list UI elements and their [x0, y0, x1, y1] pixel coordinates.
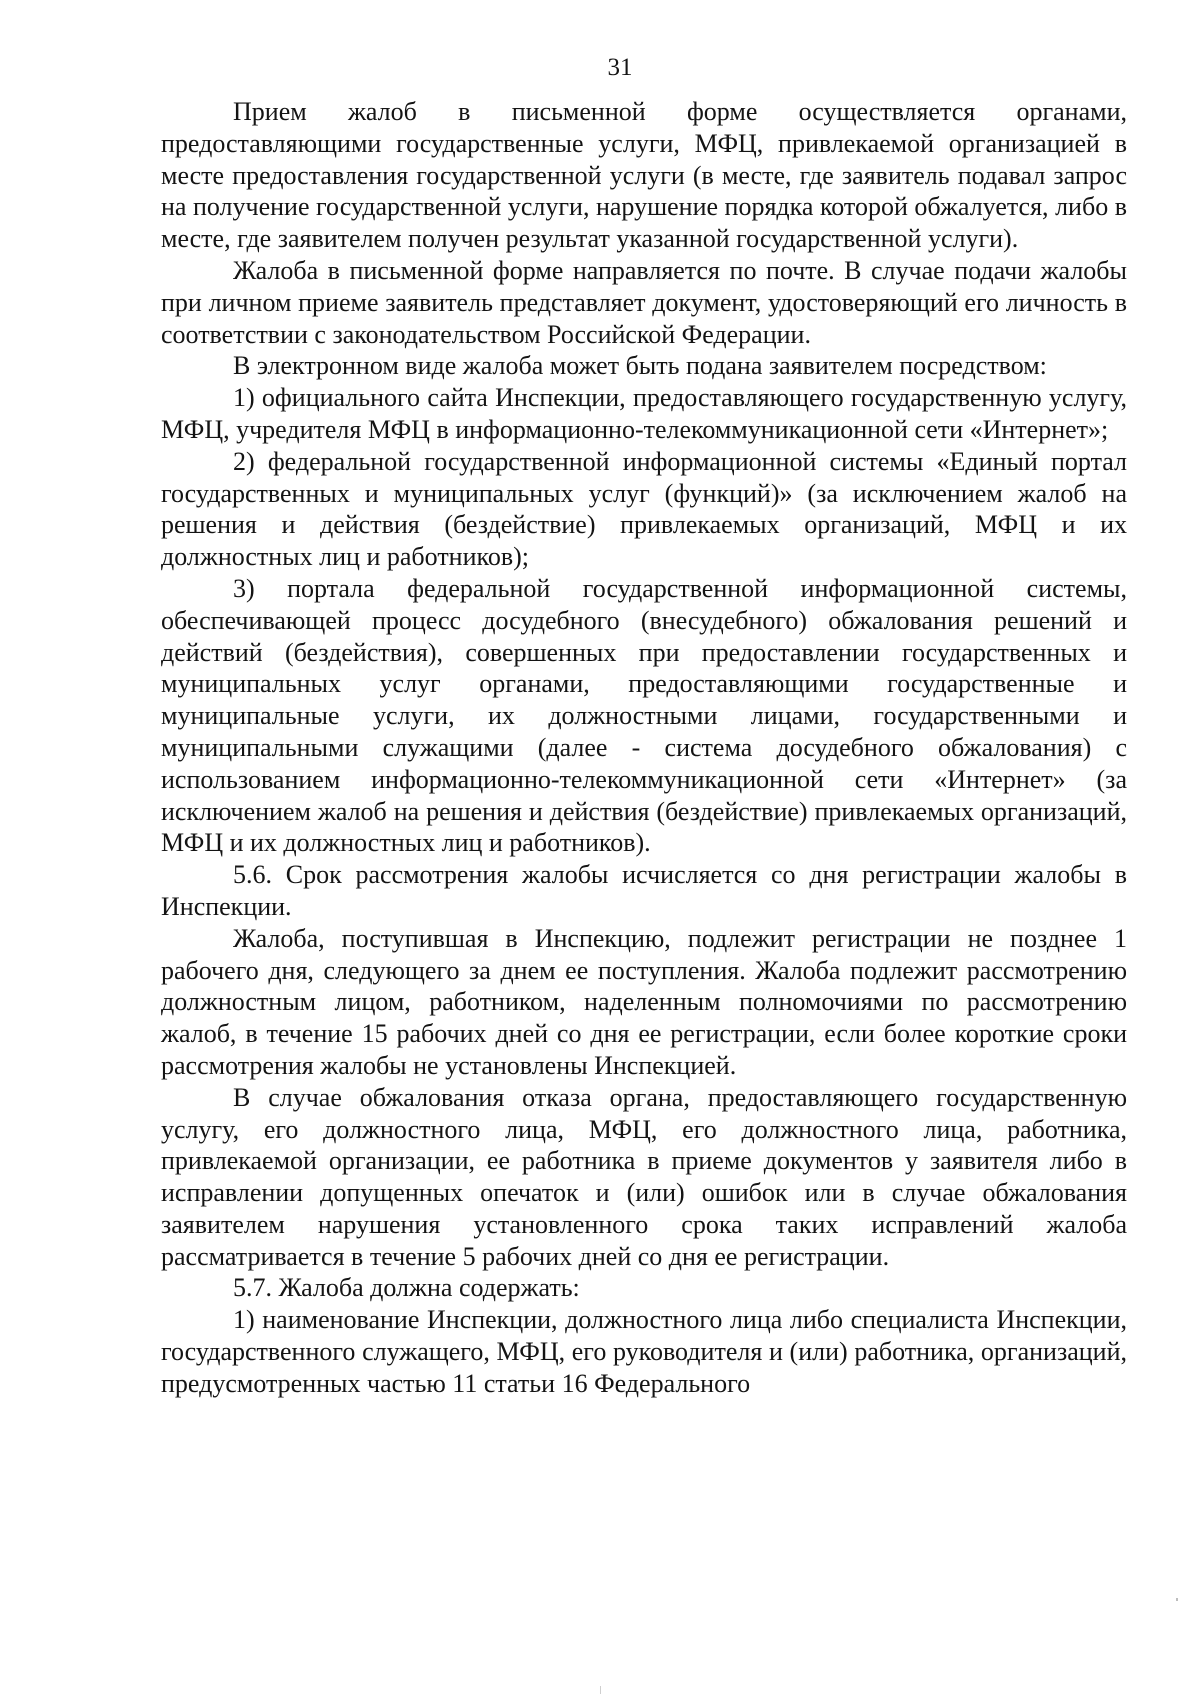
page-number: 31 — [607, 54, 633, 81]
paragraph-complaint-written-reception: Прием жалоб в письменной форме осуществляется органами, предоставляющими государственные услуги, МФЦ, привлекаемой организацией в месте предоставления государственной услуги (в месте, где заявитель подавал запрос на получение государственной услуги, нарушение порядка которой обжалуется, либо в месте, где заявителем получен результат указанной государственной услуги). — [161, 97, 1127, 254]
paragraph-refusal-appeal: В случае обжалования отказа органа, предоставляющего государственную услугу, его должностного лица, МФЦ, его должностного лица, работника, привлекаемой организации, ее работника в приеме документов у заявителя либо в исправлении допущенных опечаток и (или) ошибок или в случае обжалования заявителем нарушения установленного срока таких исправлений жалоба рассматривается в течение 5 рабочих дней со дня ее регистрации. — [161, 1082, 1127, 1271]
list-item-pretrial-appeal-system: 3) портала федеральной государственной информационной системы, обеспечивающей процесс досудебного (внесудебного) обжалования решений и действий (бездействия), совершенных при предоставлении государственных и муниципальных услуг органами, предоставляющими государственные и муниципальные услуги, их должностными лицами, государственными и муниципальными служащими (далее - система досудебного обжалования) с использованием информационно-телекоммуникационной сети «Интернет» (за исключением жалоб на решения и действия (бездействие) привлекаемых организаций, МФЦ и их должностных лиц и работников). — [161, 573, 1127, 858]
paragraph-complaint-by-mail: Жалоба в письменной форме направляется по почте. В случае подачи жалобы при личном приеме заявитель представляет документ, удостоверяющий его личность в соответствии с законодательством Российской Федерации. — [161, 255, 1127, 349]
document-body — [161, 96, 1127, 1400]
paragraph-registration-deadline: Жалоба, поступившая в Инспекцию, подлежит регистрации не позднее 1 рабочего дня, следующего за днем ее поступления. Жалоба подлежит рассмотрению должностным лицом, работником, наделенным полномочиями по рассмотрению жалоб, в течение 15 рабочих дней со дня ее регистрации, если более короткие сроки рассмотрения жалобы не установлены Инспекцией. — [161, 923, 1127, 1080]
list-item-unified-portal: 2) федеральной государственной информационной системы «Единый портал государственных и муниципальных услуг (функций)» (за исключением жалоб на решения и действия (бездействие) привлекаемых организаций, МФЦ и их должностных лиц и работников); — [161, 446, 1127, 572]
list-item-official-website: 1) официального сайта Инспекции, предоставляющего государственную услугу, МФЦ, учредителя МФЦ в информационно-телекоммуникационной сети «Интернет»; — [161, 383, 1127, 444]
paragraph-review-term: 5.6. Срок рассмотрения жалобы исчисляется со дня регистрации жалобы в Инспекции. — [161, 860, 1127, 921]
paragraph-electronic-submission: В электронном виде жалоба может быть подана заявителем посредством: — [233, 351, 1047, 381]
list-item-authority-name: 1) наименование Инспекции, должностного лица либо специалиста Инспекции, государственного служащего, МФЦ, его руководителя и (или) работника, организаций, предусмотренных частью 11 статьи 16 Федерального — [161, 1305, 1127, 1398]
paragraph-complaint-contents-heading: 5.7. Жалоба должна содержать: — [233, 1273, 580, 1303]
scan-speck — [600, 1686, 601, 1694]
scan-speck — [1176, 1598, 1178, 1601]
